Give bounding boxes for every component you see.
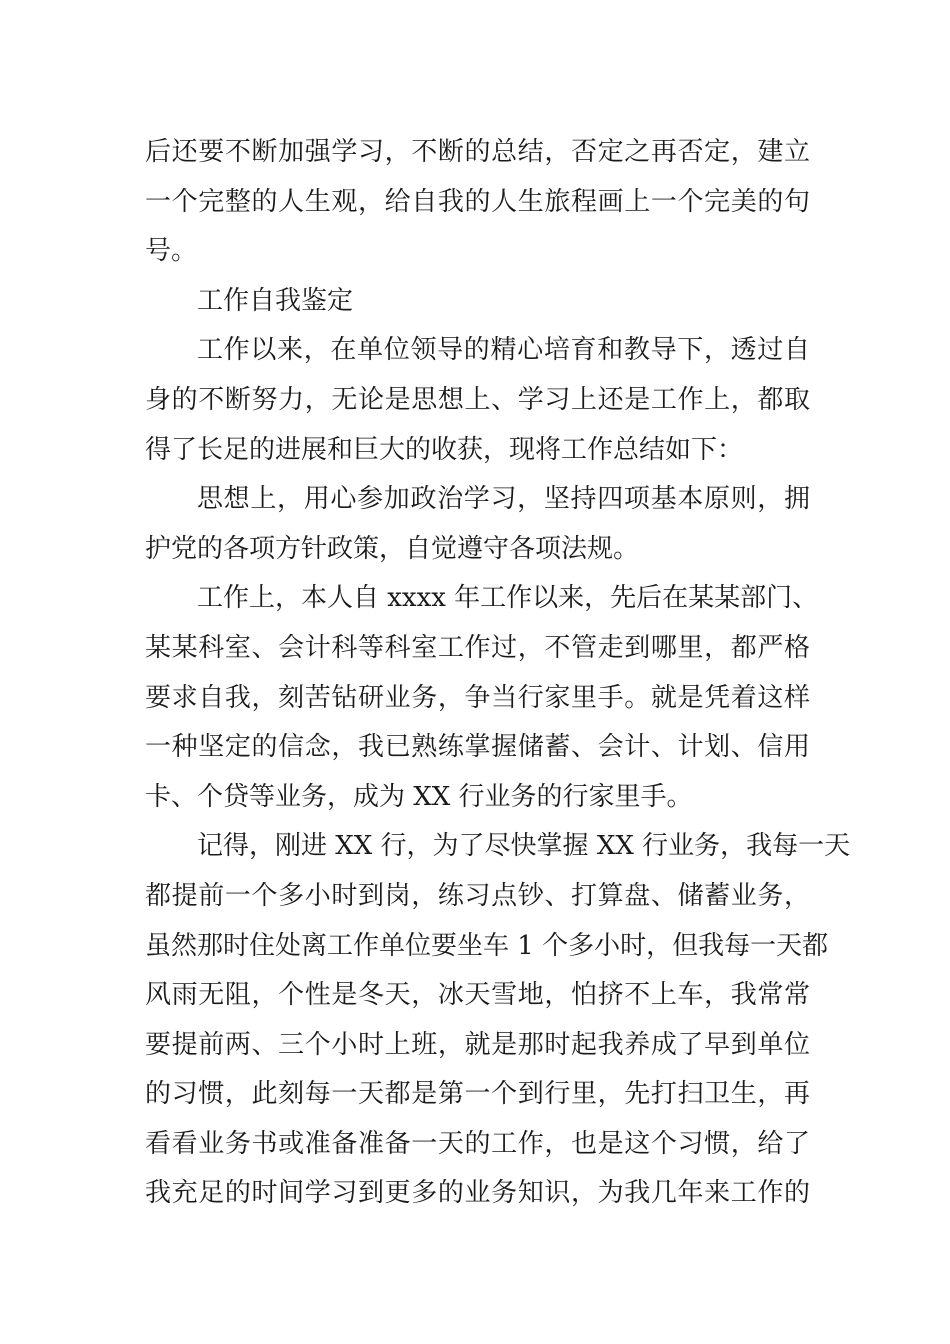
text-line: 某某科室、会计科等科室工作过，不管走到哪里，都严格	[145, 632, 810, 663]
text-line: 得了长足的进展和巨大的收获，现将工作总结如下：	[145, 434, 744, 465]
text-line: 号。	[145, 236, 198, 267]
paragraph-memory	[145, 822, 851, 1219]
text-line: 的习惯，此刻每一天都是第一个到行里，先打扫卫生，再	[145, 1079, 810, 1110]
paragraph-work	[145, 574, 819, 822]
text-line: 虽然那时住处离工作单位要坐车 1 个多小时，但我每一天都	[145, 930, 829, 961]
text-line: 工作以来，在单位领导的精心培育和教导下，透过自	[197, 335, 810, 366]
text-line: 身的不断努力，无论是思想上、学习上还是工作上，都取	[145, 384, 810, 415]
document-body	[145, 128, 851, 1219]
paragraph-continuation	[145, 128, 810, 277]
text-line: 后还要不断加强学习，不断的总结，否定之再否定，建立	[145, 137, 810, 167]
text-line: 我充足的时间学习到更多的业务知识，为我几年来工作的	[145, 1178, 810, 1209]
text-line: 看看业务书或准备准备一天的工作，也是这个习惯，给了	[145, 1128, 810, 1159]
text-line: 一种坚定的信念，我已熟练掌握储蓄、会计、计划、信用	[145, 732, 810, 763]
paragraph-intro	[145, 326, 810, 475]
text-line: 都提前一个多小时到岗，练习点钞、打算盘、储蓄业务，	[145, 880, 810, 911]
text-line: 要求自我，刻苦钻研业务，争当行家里手。就是凭着这样	[145, 682, 810, 713]
text-line: 要提前两、三个小时上班，就是那时起我养成了早到单位	[145, 1029, 810, 1060]
text-line: 思想上，用心参加政治学习，坚持四项基本原则，拥	[197, 484, 810, 515]
text-line: 工作上，本人自 xxxx 年工作以来，先后在某某部门、	[197, 583, 819, 614]
text-line: 风雨无阻，个性是冬天，冰天雪地，怕挤不上车，我常常	[145, 980, 810, 1011]
paragraph-thought	[145, 475, 810, 574]
heading-text: 工作自我鉴定	[197, 285, 354, 316]
text-line: 记得，刚进 XX 行，为了尽快掌握 XX 行业务，我每一天	[197, 831, 851, 862]
text-line: 护党的各项方针政策，自觉遵守各项法规。	[145, 533, 640, 564]
section-heading	[145, 277, 810, 327]
text-line: 卡、个贷等业务，成为 XX 行业务的行家里手。	[145, 781, 693, 812]
text-line: 一个完整的人生观，给自我的人生旅程画上一个完美的句	[145, 186, 810, 217]
